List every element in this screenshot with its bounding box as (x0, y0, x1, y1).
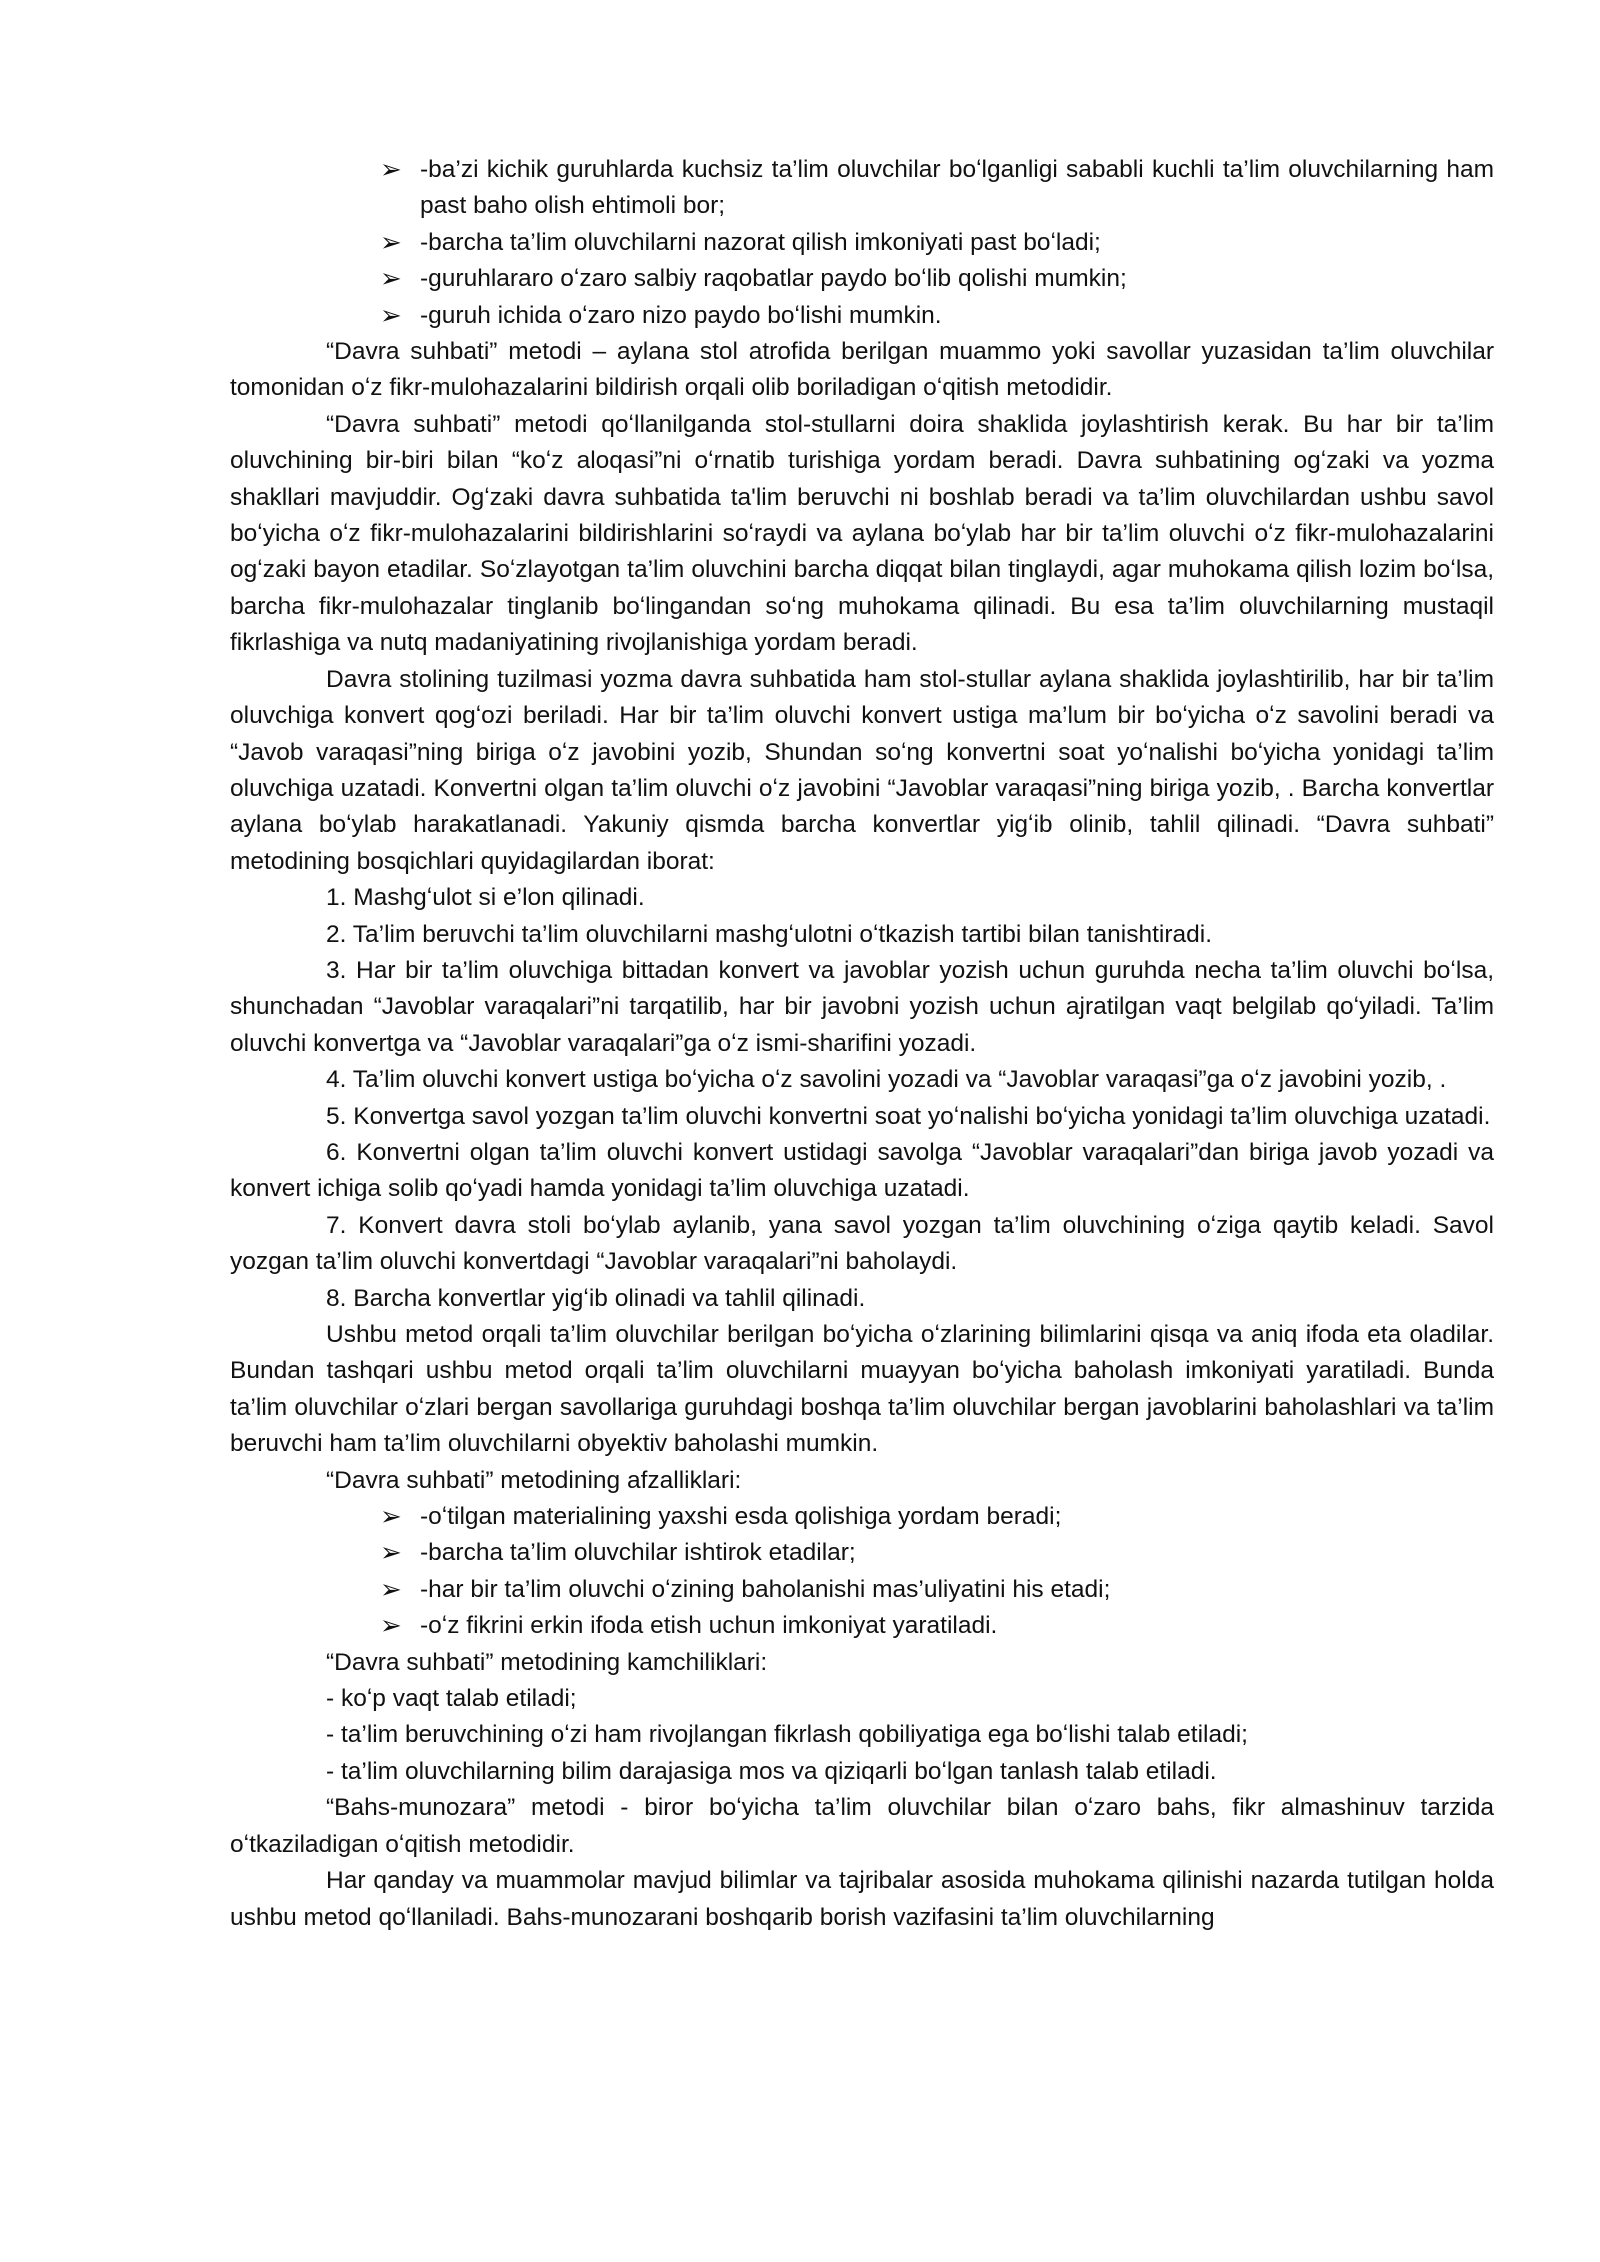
bullet-item: ➢ -guruhlararo oʻzaro salbiy raqobatlar paydo boʻlib qolishi mumkin; (230, 261, 1494, 297)
bullet-item: ➢ -har bir ta’lim oluvchi oʻzining baholanishi mas’uliyatini his etadi; (230, 1572, 1494, 1608)
step-6: 6. Konvertni olgan ta’lim oluvchi konvert ustidagi savolga “Javoblar varaqalari”dan biriga javob yozadi va konvert ichiga solib qoʻyadi hamda yonidagi ta’lim oluvchiga uzatadi. (230, 1138, 1494, 1203)
document-page (230, 152, 1494, 1936)
bullet-item: ➢ -barcha ta’lim oluvchilarni nazorat qilish imkoniyati past boʻladi; (230, 225, 1494, 261)
step-5: 5. Konvertga savol yozgan ta’lim oluvchi konvertni soat yoʻnalishi boʻyicha yonidagi ta’lim oluvchiga uzatadi. (326, 1102, 1491, 1130)
step-1: 1. Mashgʻulot si e’lon qilinadi. (326, 884, 645, 912)
bullet-list-drawbacks (230, 152, 1494, 334)
paragraph-davra-definition: “Davra suhbati” metodi – aylana stol atrofida berilgan muammo yoki savollar yuzasidan ta’lim oluvchilar tomonidan oʻz fikr-mulohazalarini bildirish orqali olib boriladigan oʻqitish metodidir. (230, 338, 1494, 402)
advantages-heading: “Davra suhbati” metodining afzalliklari: (326, 1466, 742, 1494)
bullet-item: ➢ -barcha ta’lim oluvchilar ishtirok etadilar; (230, 1535, 1494, 1571)
disadvantage-item: - koʻp vaqt talab etiladi; (326, 1685, 577, 1713)
bullet-item: ➢ -oʻtilgan materialining yaxshi esda qolishiga yordam beradi; (230, 1499, 1494, 1535)
bullet-item: ➢ -guruh ichida oʻzaro nizo paydo boʻlishi mumkin. (230, 298, 1494, 334)
paragraph-bahs-definition: “Bahs-munozara” metodi - biror boʻyicha ta’lim oluvchilar bilan oʻzaro bahs, fikr almashinuv tarzida oʻtkaziladigan oʻqitish metodidir. (230, 1794, 1494, 1858)
disadvantage-item: - ta’lim beruvchining oʻzi ham rivojlangan fikrlash qobiliyatiga ega boʻlishi talab etiladi; (326, 1721, 1248, 1749)
step-3: 3. Har bir ta’lim oluvchiga bittadan konvert va javoblar yozish uchun guruhda necha ta’lim oluvchi boʻlsa, shunchadan “Javoblar varaqalari”ni tarqatilib, har bir javobni yozish uchun ajratilgan vaqt belgilab qoʻyiladi. Ta’lim oluvchi konvertga va “Javoblar varaqalari”ga oʻz ismi-sharifini yozadi. (230, 956, 1494, 1057)
paragraph-method-benefit: Ushbu metod orqali ta’lim oluvchilar berilgan boʻyicha oʻzlarining bilimlarini qisqa va aniq ifoda eta oladilar. Bundan tashqari ushbu metod orqali ta’lim oluvchilarni muayyan boʻyicha baholash imkoniyati yaratiladi. Bunda ta’lim oluvchilar oʻzlari bergan savollariga guruhdagi boshqa ta’lim oluvchilar bergan javoblarini baholashlari va ta’lim beruvchi ham ta’lim oluvchilarni obyektiv baholashi mumkin. (230, 1321, 1494, 1458)
paragraph-davra-usage: “Davra suhbati” metodi qoʻllanilganda stol-stullarni doira shaklida joylashtirish kerak. Bu har bir ta’lim oluvchining bir-biri bilan “koʻz aloqasi”ni oʻrnatib turishiga yordam beradi. Davra suhbatining ogʻzaki va yozma shakllari mavjuddir. Ogʻzaki davra suhbatida ta'lim beruvchi ni boshlab beradi va ta’lim oluvchilardan ushbu savol boʻyicha oʻz fikr-mulohazalarini bildirishlarini soʻraydi va aylana boʻylab har bir ta’lim oluvchi oʻz fikr-mulohazalarini ogʻzaki bayon etadilar. Soʻzlayotgan ta’lim oluvchini barcha diqqat bilan tinglaydi, agar muhokama qilish lozim boʻlsa, barcha fikr-mulohazalar tinglanib boʻlingandan soʻng muhokama qilinadi. Bu esa ta’lim oluvchilarning mustaqil fikrlashiga va nutq madaniyatining rivojlanishiga yordam beradi. (230, 410, 1494, 657)
bullet-item: ➢ -ba’zi kichik guruhlarda kuchsiz ta’lim oluvchilar boʻlganligi sababli kuchli ta’lim oluvchilarning ham past baho olish ehtimoli bor; (230, 152, 1494, 225)
paragraph-davra-written: Davra stolining tuzilmasi yozma davra suhbatida ham stol-stullar aylana shaklida joylashtirilib, har bir ta’lim oluvchiga konvert qogʻozi beriladi. Har bir ta’lim oluvchi konvert ustiga ma’lum bir boʻyicha oʻz savolini beradi va “Javob varaqasi”ning biriga oʻz javobini yozib, Shundan soʻng konvertni soat yoʻnalishi boʻyicha yonidagi ta’lim oluvchiga uzatadi. Konvertni olgan ta’lim oluvchi oʻz javobini “Javoblar varaqasi”ning biriga yozib, . Barcha konvertlar aylana boʻylab harakatlanadi. Yakuniy qismda barcha konvertlar yigʻib olinib, tahlil qilinadi. “Davra suhbati” metodining bosqichlari quyidagilardan iborat: (230, 665, 1494, 875)
step-4: 4. Ta’lim oluvchi konvert ustiga boʻyicha oʻz savolini yozadi va “Javoblar varaqasi”ga oʻz javobini yozib, . (326, 1066, 1447, 1094)
paragraph-bahs-usage: Har qanday va muammolar mavjud bilimlar va tajribalar asosida muhokama qilinishi nazarda tutilgan holda ushbu metod qoʻllaniladi. Bahs-munozarani boshqarib borish vazifasini ta’lim oluvchilarning (230, 1867, 1494, 1931)
bullet-item: ➢ -oʻz fikrini erkin ifoda etish uchun imkoniyat yaratiladi. (230, 1608, 1494, 1644)
disadvantage-item: - ta’lim oluvchilarning bilim darajasiga mos va qiziqarli boʻlgan tanlash talab etiladi. (326, 1757, 1217, 1785)
step-2: 2. Ta’lim beruvchi ta’lim oluvchilarni mashgʻulotni oʻtkazish tartibi bilan tanishtiradi. (326, 920, 1213, 948)
bullet-list-advantages (230, 1499, 1494, 1645)
step-7: 7. Konvert davra stoli boʻylab aylanib, yana savol yozgan ta’lim oluvchining oʻziga qaytib keladi. Savol yozgan ta’lim oluvchi konvertdagi “Javoblar varaqalari”ni baholaydi. (230, 1211, 1494, 1276)
step-8: 8. Barcha konvertlar yigʻib olinadi va tahlil qilinadi. (326, 1284, 866, 1312)
disadvantages-heading: “Davra suhbati” metodining kamchiliklari: (326, 1648, 768, 1676)
